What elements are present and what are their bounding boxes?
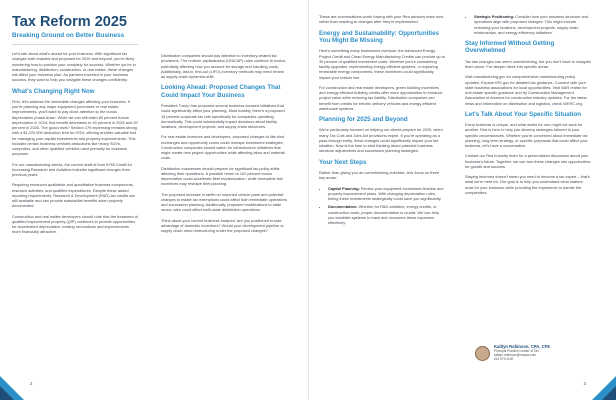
paragraph: Think about your current business footprint. Are you positioned to take advantage of domestic incentives? Would your development pipeline or supply chain need restructuring under the proposed changes? bbox=[161, 217, 284, 234]
author-role: Principal Practice Leader of Tax bbox=[494, 349, 539, 353]
author-name: Kaitlyn Robinson, CPA, CFE bbox=[494, 344, 550, 349]
bullet-label: Documentation: bbox=[328, 204, 358, 210]
list-item bbox=[328, 204, 445, 225]
bullet-text: Consider how your business structure and operations align with proposed changes. This might include reviewing your locations, development projects, supply chain relationships, and energy efficiency initiatives. bbox=[474, 14, 588, 35]
heading-energy: Energy and Sustainability: Opportunities You Might Be Missing bbox=[319, 29, 439, 44]
heading-looking-ahead: Looking Ahead: Proposed Changes That Could Impact Your Business bbox=[161, 84, 281, 99]
author-avatar bbox=[475, 346, 490, 361]
bullet-label: Capital Planning: bbox=[328, 185, 360, 191]
paragraph: Contact our Rea industry team for a personalized discussion about your business's future. Together, we can turn these changes into opportunities for growth and success. bbox=[465, 153, 591, 169]
page-subtitle: Breaking Ground on Better Business bbox=[12, 32, 125, 39]
bullet-label: Strategic Positioning: bbox=[474, 14, 515, 19]
bullet-text: Review your equipment investment timeline and property improvement plans. With changing depreciation rules, timing these investments strategically could save you significantly. bbox=[328, 185, 444, 202]
page-3 bbox=[308, 0, 616, 400]
author-details bbox=[494, 345, 550, 361]
page2-column-1 bbox=[12, 14, 138, 240]
paragraph: The proposed increase in tariffs on imported vehicle parts and potential changes to estate tax exemptions could affect both immediate operations and succession planning. Additionally, proposed modifications to state nexus rules could affect multi-state distribution operations. bbox=[161, 191, 287, 213]
author-signature bbox=[475, 345, 550, 361]
paragraph: Here's something many businesses overlook: the Advanced Energy Project Credit and Clean Energy Manufacturing Credits can provide up to 30 percent of qualified investment costs. Whether you're considering facility upgrades, implementing energy-efficient systems, or exploring renewable energy components, these incentives could significantly impact your bottom line. bbox=[319, 48, 445, 80]
paragraph: These are conversations worth having with your Rea advisory team now, rather than reacting to changes after they're implemented. bbox=[319, 14, 444, 25]
title-divider bbox=[12, 44, 138, 45]
next-steps-list bbox=[319, 186, 445, 226]
paragraph: First, let's address the immediate changes affecting your business. If you're planning any major equipment purchases or real estate improvements, you'll want to pay close attention to the bonus depreciation phase-down. While we can still claim 60 percent bonus depreciation in 2024, this benefit decreases to 40 percent in 2025 and 20 percent in 2026. The good news? Section 179 expensing remains strong with a $1,220,000 deduction limit for 2024, offering another valuable tool for managing your capital investments and property improvements. This includes certain business vehicles deductions like heavy SUVs, computers, and other qualified vehicles used primarily for business purposes. bbox=[12, 98, 138, 157]
author-phone: 614.973.1100 bbox=[494, 357, 514, 361]
paragraph: Construction and real estate developers should note that the treatment of qualified improvement property (QIP) continues to provide opportunities for accelerated depreciation, making renovations and improvements more financially attractive. bbox=[12, 213, 138, 235]
paragraph: Rather than giving you an overwhelming checklist, let's focus on three key areas: bbox=[319, 170, 440, 181]
paragraph: President Trump has proposed several business-focused initiatives that could significantly affect your planning. Most notably, there's a proposed 15 percent corporate tax rate specifically for companies operating domestically. This could substantially impact decisions about facility locations, development projects, and supply chain structures. bbox=[161, 103, 285, 130]
heading-lets-talk: Let's Talk About Your Specific Situation bbox=[465, 110, 582, 118]
paragraph: Distribution businesses should prepare for significant tax policy shifts affecting their operations. A possible return to 100 percent bonus depreciation could accelerate fleet modernization, while renewable fuel incentives may reshape fleet planning. bbox=[161, 165, 283, 187]
paragraph: Staying informed doesn't mean you need to become a tax expert – that's what we're here for. Our goal is to help you understand what matters most for your business while providing the experience to handle the complexities. bbox=[465, 174, 590, 195]
page-number: 3 bbox=[583, 381, 586, 386]
heading-stay-informed: Stay Informed Without Getting Overwhelmed bbox=[465, 40, 555, 55]
paragraph: Requiring enhanced qualitative and quantitative business components, research activities, and qualified expenditures. Despite these added reporting requirements, Research & Development (R&D) tax credits are still available and can provide substantial benefits when properly documented. bbox=[12, 182, 136, 209]
paragraph: Tax law changes can seem overwhelming, but you don't have to navigate them alone. For deeper dives into specific areas: bbox=[465, 58, 591, 70]
page2-column-2 bbox=[161, 53, 287, 238]
paragraph: Visit manufacturing.gov for comprehensive manufacturing policy updates. Explore IRS.gov for detailed tax guidance. Connect with your state business associations for local opportunities. Visit NAR realtor for real estate specific guidance and try Construction Management Association of America for construction industry updates. For the latest news and information on distribution and logistics, check WERC.org. bbox=[465, 74, 587, 106]
page-number: 2 bbox=[30, 381, 33, 386]
heading-next-steps: Your Next Steps bbox=[319, 158, 367, 166]
paragraph: For construction and real estate developers, green building incentives and energy-efficient building credits offer more opportunities to enhance project value while reducing tax liability. Distribution companies can benefit from credits for electric delivery vehicles and energy-efficient warehouse systems. bbox=[319, 84, 443, 111]
page-title: Tax Reform 2025 bbox=[12, 14, 127, 30]
page3-column-1 bbox=[319, 14, 445, 230]
paragraph: We're particularly focused on helping our clients prepare for 2025, when many Tax Cuts and Jobs Act provisions expire. If you're operating as a pass-through entity, these changes could significantly impact your tax situation. Now is the time to start thinking about potential business structure adjustments and succession planning strategies. bbox=[319, 127, 443, 154]
bullet-text: Whether for R&D activities, energy credits, or construction costs, proper documentation is crucial. We can help you establish systems to track and document these expenses effectively. bbox=[328, 204, 440, 226]
heading-whats-changing: What's Changing Right Now bbox=[12, 87, 95, 95]
paragraph: Distribution companies should pay attention to inventory-related tax provisions. The uniform capitalization (UNICAP) rules continue to evolve, potentially affecting how you account for storage and handling costs. Additionally, last-in, first-out (LIFO) inventory methods may need review as supply chain dynamics shift. bbox=[161, 53, 287, 79]
author-email[interactable]: kaitlyn.robinson@reacpa.com bbox=[494, 353, 537, 357]
heading-planning: Planning for 2025 and Beyond bbox=[319, 116, 408, 124]
paragraph: For real estate investors and developers, proposed changes to like-kind exchanges and opportunity zones could reshape investment strategies. Construction companies should watch for infrastructure initiatives that might create new project opportunities while affecting labor and material costs. bbox=[161, 134, 285, 161]
page3-column-2 bbox=[465, 14, 591, 200]
next-steps-list-continued bbox=[465, 14, 591, 35]
paragraph: For our manufacturing clients, the current draft of form 6765 Credit for Increasing Research and Activities includes significant changes from previous years. bbox=[12, 161, 133, 178]
paragraph: Every business is unique, and what works for one might not work for another. Rea is here to help you develop strategies tailored to your specific circumstances. Whether you're concerned about immediate tax planning, long-term strategy, or specific proposals that could affect your business, let's have a conversation. bbox=[465, 122, 588, 149]
list-item bbox=[328, 186, 445, 202]
list-item bbox=[474, 14, 591, 35]
intro-paragraph: Let's talk about what's ahead for your business. With significant tax changes both enacted and proposed for 2025 and beyond, you're likely wondering how to position your company for success. Whether you're in manufacturing, distribution, construction, or real estate, these changes will affect your business plan. As partners invested in your business success, they want to help you navigate these changes confidently. bbox=[12, 51, 136, 83]
